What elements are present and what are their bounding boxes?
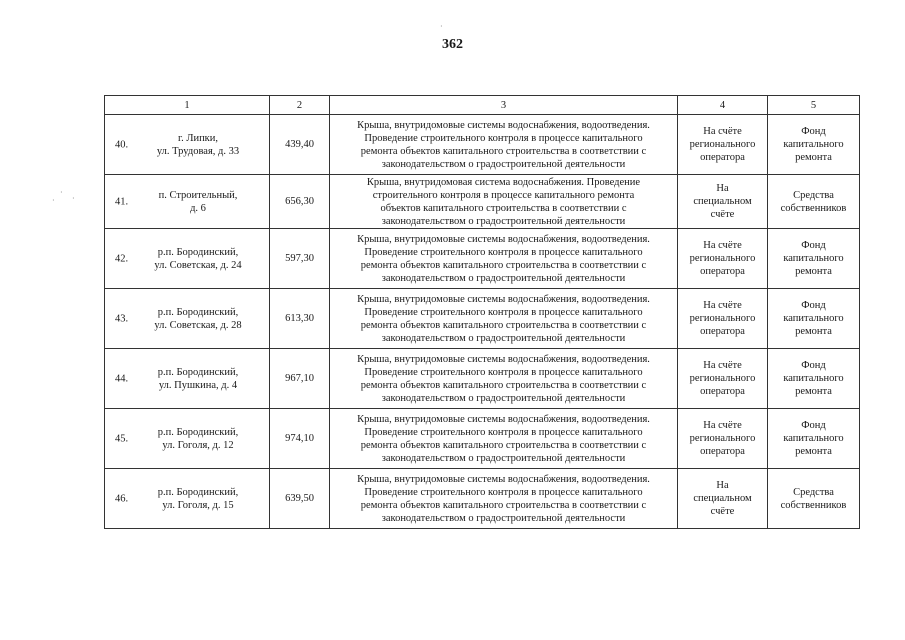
- source-line: капитального: [783, 313, 844, 324]
- work-line: законодательством о градостроительной деятельности: [381, 215, 626, 227]
- funding-source-cell: [768, 289, 860, 349]
- address-line: ул. Гоголя, д. 15: [162, 499, 234, 511]
- fund-account-cell: [678, 289, 768, 349]
- fund-line: специальном: [693, 493, 752, 504]
- fund-line: оператора: [700, 446, 745, 457]
- address-line: р.п. Бородинский,: [157, 306, 239, 318]
- fund-line: оператора: [700, 152, 745, 163]
- column-header: 2: [270, 96, 330, 115]
- work-line: Проведение строительного контроля в процессе капитального: [364, 366, 643, 378]
- source-line: Фонд: [801, 126, 826, 137]
- source-line: Фонд: [801, 300, 826, 311]
- address-cell: [105, 115, 270, 175]
- work-line: законодательством о градостроительной деятельности: [381, 392, 626, 404]
- address-cell: [105, 229, 270, 289]
- address-line: р.п. Бородинский,: [157, 426, 239, 438]
- fund-line: регионального: [689, 373, 756, 384]
- area-cell: 656,30: [270, 175, 330, 229]
- source-line: ремонта: [795, 266, 832, 277]
- work-line: строительного контроля в процессе капитального ремонта: [372, 189, 635, 201]
- source-line: ремонта: [795, 446, 832, 457]
- row-number: 44.: [115, 373, 129, 384]
- source-line: капитального: [783, 373, 844, 384]
- column-header: 5: [768, 96, 860, 115]
- fund-line: На счёте: [703, 126, 742, 137]
- fund-line: регионального: [689, 139, 756, 150]
- funding-source-cell: [768, 229, 860, 289]
- fund-line: регионального: [689, 253, 756, 264]
- work-line: объектов капитального строительства в соответствии с: [380, 202, 627, 214]
- work-description-cell: [330, 115, 678, 175]
- fund-line: На: [716, 480, 729, 491]
- address-cell: [105, 349, 270, 409]
- work-description-cell: [330, 409, 678, 469]
- fund-line: счёте: [710, 209, 735, 220]
- fund-line: На счёте: [703, 240, 742, 251]
- work-line: ремонта объектов капитального строительства в соответствии с: [360, 259, 647, 271]
- work-line: Проведение строительного контроля в процессе капитального: [364, 486, 643, 498]
- work-line: законодательством о градостроительной деятельности: [381, 272, 626, 284]
- address-line: р.п. Бородинский,: [157, 246, 239, 258]
- work-line: Проведение строительного контроля в процессе капитального: [364, 246, 643, 258]
- area-cell: 967,10: [270, 349, 330, 409]
- work-line: законодательством о градостроительной деятельности: [381, 332, 626, 344]
- address-cell: [105, 469, 270, 529]
- work-line: Проведение строительного контроля в процессе капитального: [364, 426, 643, 438]
- address-cell: [105, 289, 270, 349]
- address-line: р.п. Бородинский,: [157, 366, 239, 378]
- fund-account-cell: [678, 229, 768, 289]
- work-line: Проведение строительного контроля в процессе капитального: [364, 306, 643, 318]
- funding-source-cell: [768, 175, 860, 229]
- fund-line: На счёте: [703, 300, 742, 311]
- row-number: 45.: [115, 433, 129, 444]
- fund-account-cell: [678, 175, 768, 229]
- work-line: Крыша, внутридомовые системы водоснабжения, водоотведения.: [357, 473, 650, 485]
- fund-line: оператора: [700, 386, 745, 397]
- column-header: 3: [330, 96, 678, 115]
- address-line: ул. Пушкина, д. 4: [158, 379, 238, 391]
- fund-line: счёте: [710, 506, 735, 517]
- row-number: 43.: [115, 313, 129, 324]
- fund-line: оператора: [700, 266, 745, 277]
- address-cell: [105, 409, 270, 469]
- table-row: [105, 349, 860, 409]
- address-line: д. 6: [190, 202, 206, 214]
- work-line: Крыша, внутридомовые системы водоснабжения, водоотведения.: [357, 119, 650, 131]
- source-line: ремонта: [795, 326, 832, 337]
- fund-line: На: [716, 183, 729, 194]
- area-cell: 639,50: [270, 469, 330, 529]
- source-line: Фонд: [801, 240, 826, 251]
- work-line: Проведение строительного контроля в процессе капитального: [364, 132, 643, 144]
- work-description-cell: [330, 229, 678, 289]
- scan-speck: ·: [440, 22, 443, 31]
- table-row: [105, 229, 860, 289]
- work-line: Крыша, внутридомовые системы водоснабжения, водоотведения.: [357, 413, 650, 425]
- address-line: ул. Гоголя, д. 12: [162, 439, 234, 451]
- source-line: капитального: [783, 253, 844, 264]
- work-description-cell: [330, 175, 678, 229]
- work-line: ремонта объектов капитального строительства в соответствии с: [360, 319, 647, 331]
- table-row: [105, 175, 860, 229]
- fund-line: оператора: [700, 326, 745, 337]
- work-line: законодательством о градостроительной деятельности: [381, 512, 626, 524]
- table-row: [105, 289, 860, 349]
- address-line: ул. Трудовая, д. 33: [156, 145, 240, 157]
- address-line: г. Липки,: [177, 132, 219, 144]
- table-row: [105, 469, 860, 529]
- source-line: собственников: [780, 202, 847, 214]
- fund-line: На счёте: [703, 360, 742, 371]
- fund-account-cell: [678, 469, 768, 529]
- address-line: ул. Советская, д. 28: [154, 319, 242, 331]
- fund-line: специальном: [693, 196, 752, 207]
- table-header-row: [105, 96, 860, 115]
- fund-line: регионального: [689, 313, 756, 324]
- source-line: Фонд: [801, 360, 826, 371]
- fund-line: регионального: [689, 433, 756, 444]
- area-cell: 439,40: [270, 115, 330, 175]
- source-line: собственников: [780, 499, 847, 511]
- area-cell: 613,30: [270, 289, 330, 349]
- address-line: п. Строительный,: [158, 189, 238, 201]
- scan-speck: ·: [72, 194, 75, 203]
- work-description-cell: [330, 349, 678, 409]
- address-cell: [105, 175, 270, 229]
- work-line: ремонта объектов капитального строительства в соответствии с: [360, 379, 647, 391]
- source-line: капитального: [783, 139, 844, 150]
- fund-account-cell: [678, 115, 768, 175]
- column-header: 1: [105, 96, 270, 115]
- work-line: Крыша, внутридомовая система водоснабжения. Проведение: [366, 176, 641, 188]
- funding-source-cell: [768, 115, 860, 175]
- work-description-cell: [330, 469, 678, 529]
- area-cell: 974,10: [270, 409, 330, 469]
- source-line: капитального: [783, 433, 844, 444]
- address-line: ул. Советская, д. 24: [154, 259, 242, 271]
- row-number: 46.: [115, 493, 129, 504]
- source-line: Средства: [793, 486, 834, 498]
- work-line: законодательством о градостроительной деятельности: [381, 452, 626, 464]
- fund-account-cell: [678, 349, 768, 409]
- table-row: [105, 115, 860, 175]
- work-line: ремонта объектов капитального строительства в соответствии с: [360, 499, 647, 511]
- row-number: 40.: [115, 139, 129, 150]
- funding-source-cell: [768, 469, 860, 529]
- row-number: 41.: [115, 196, 129, 207]
- work-line: законодательством о градостроительной деятельности: [381, 158, 626, 170]
- fund-line: На счёте: [703, 420, 742, 431]
- work-line: Крыша, внутридомовые системы водоснабжения, водоотведения.: [357, 293, 650, 305]
- address-line: р.п. Бородинский,: [157, 486, 239, 498]
- area-cell: 597,30: [270, 229, 330, 289]
- funding-source-cell: [768, 409, 860, 469]
- source-line: Фонд: [801, 420, 826, 431]
- work-description-cell: [330, 289, 678, 349]
- funding-source-cell: [768, 349, 860, 409]
- work-line: ремонта объектов капитального строительства в соответствии с: [360, 145, 647, 157]
- table-row: [105, 409, 860, 469]
- fund-account-cell: [678, 409, 768, 469]
- registry-table: [104, 95, 860, 529]
- page-number: 362: [442, 37, 463, 52]
- source-line: ремонта: [795, 386, 832, 397]
- scan-speck: ·: [52, 196, 55, 205]
- scan-speck: ·: [60, 188, 63, 197]
- work-line: ремонта объектов капитального строительства в соответствии с: [360, 439, 647, 451]
- source-line: ремонта: [795, 152, 832, 163]
- row-number: 42.: [115, 253, 129, 264]
- source-line: Средства: [793, 189, 834, 201]
- work-line: Крыша, внутридомовые системы водоснабжения, водоотведения.: [357, 233, 650, 245]
- column-header: 4: [678, 96, 768, 115]
- work-line: Крыша, внутридомовые системы водоснабжения, водоотведения.: [357, 353, 650, 365]
